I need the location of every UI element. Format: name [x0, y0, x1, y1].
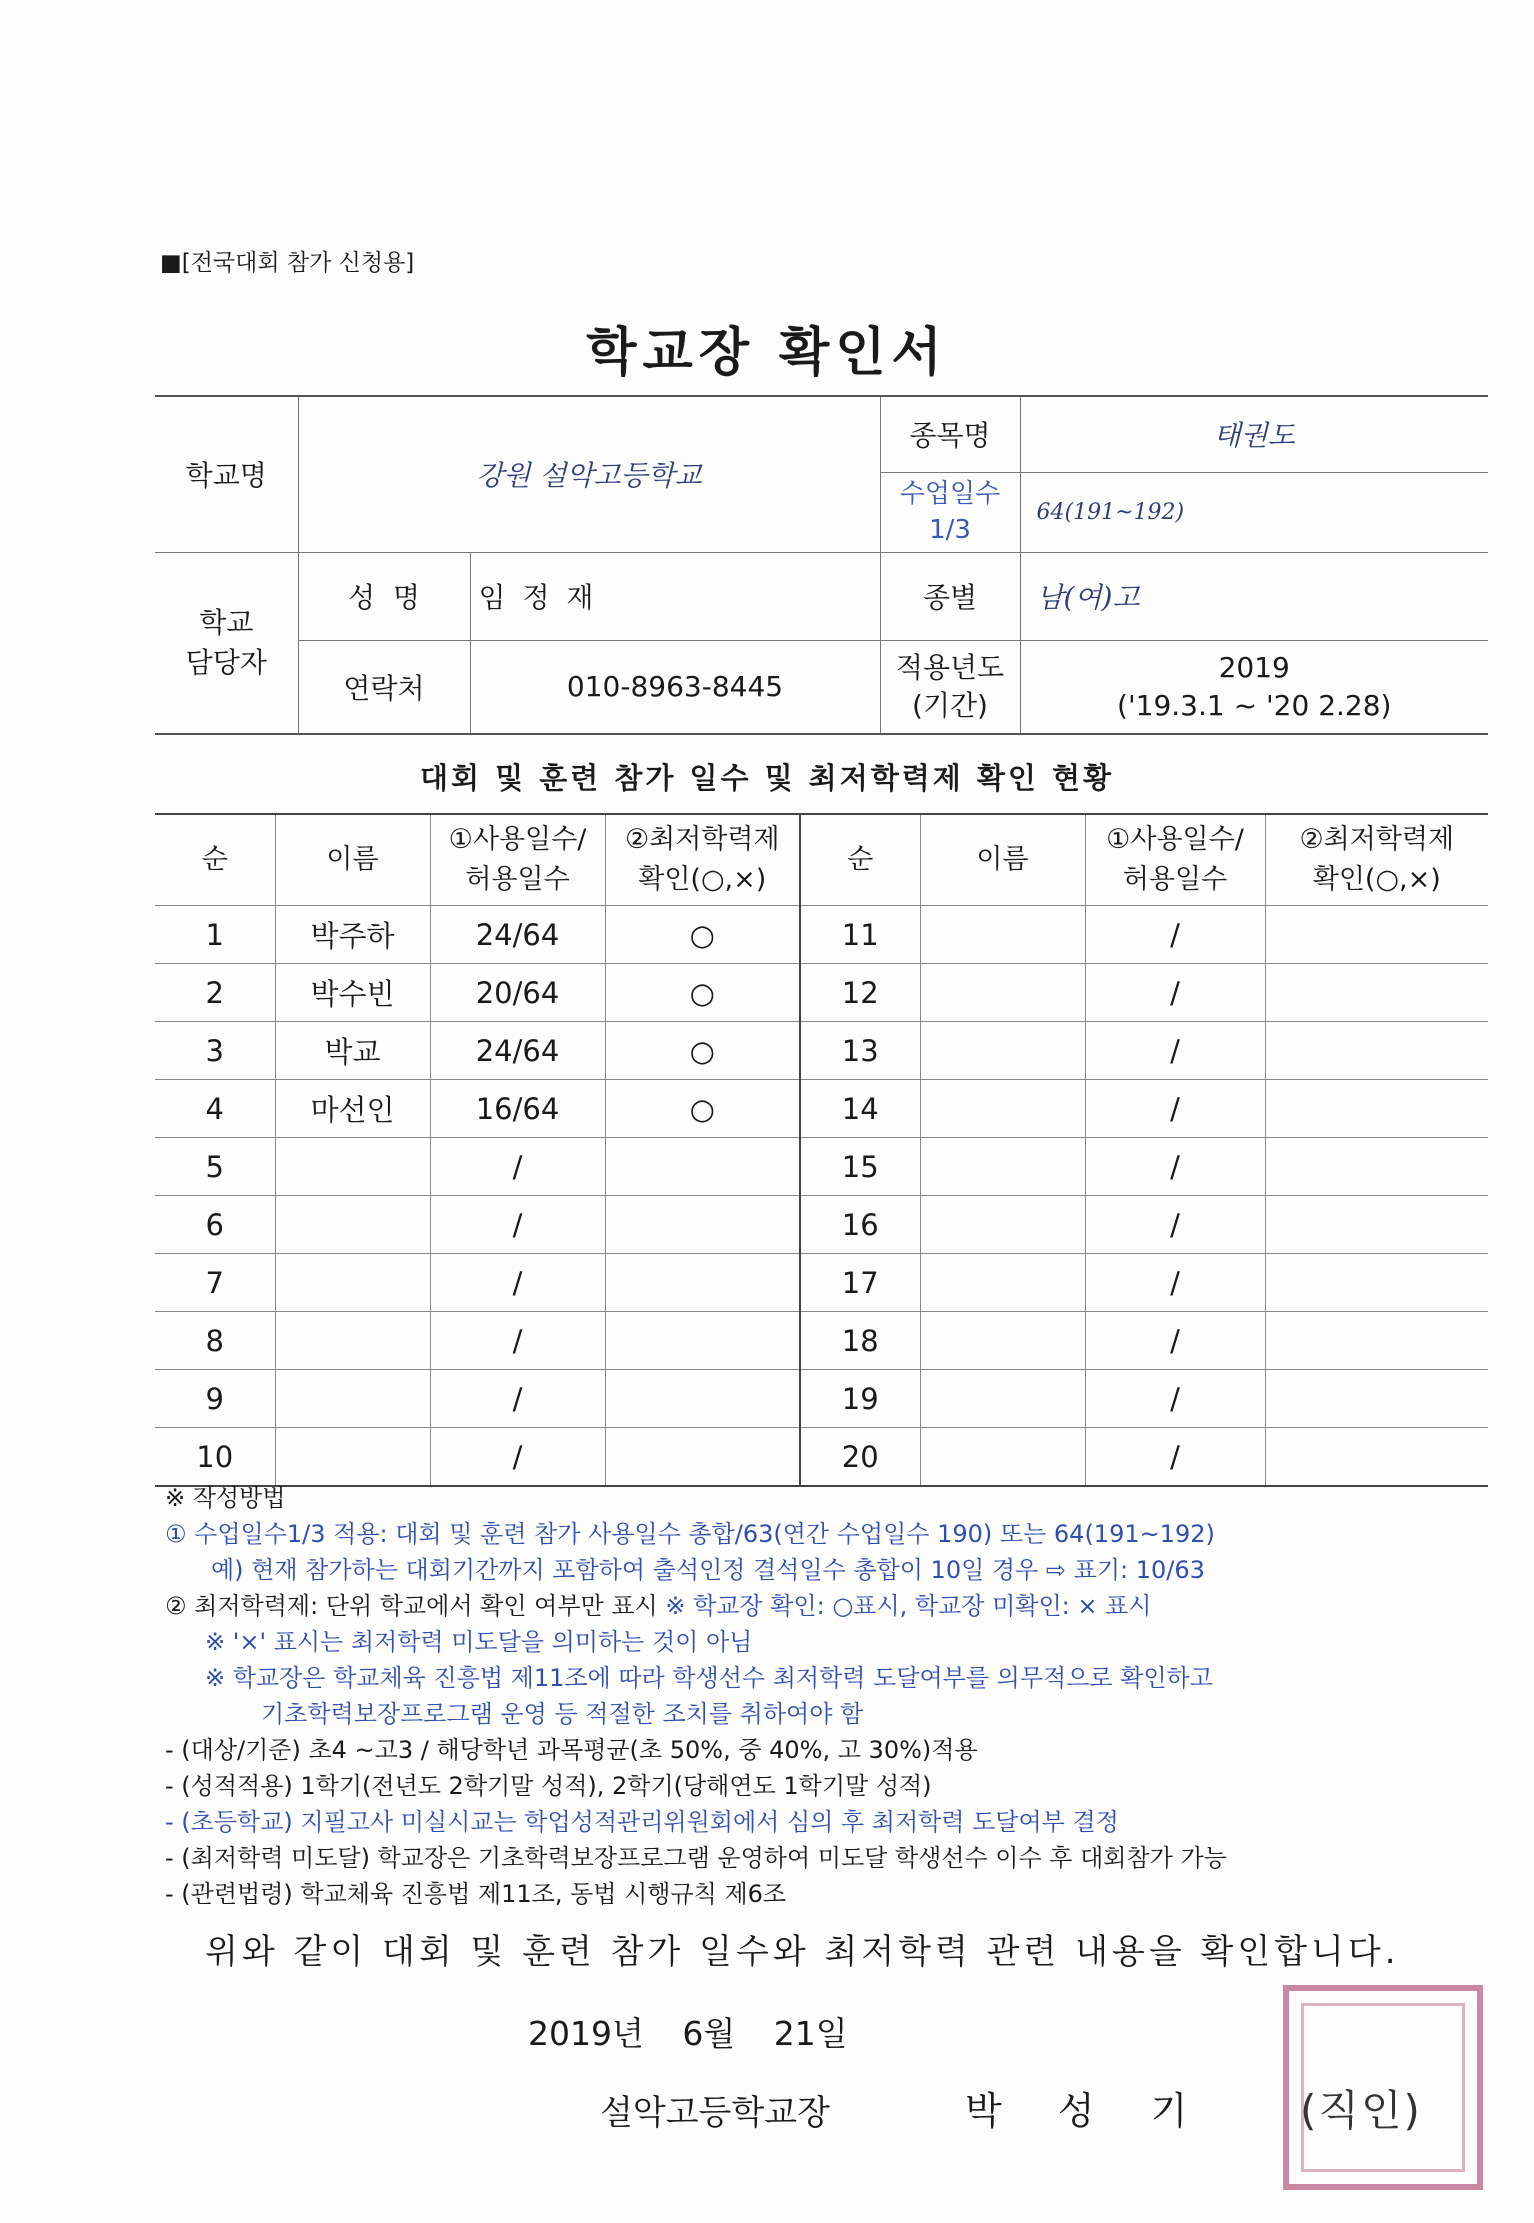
contact-label: 연락처 [298, 640, 470, 734]
seal-label: (직인) [1300, 2086, 1422, 2135]
header-check-left [605, 814, 800, 906]
row-name-left: 박교 [275, 1022, 430, 1080]
row-name-right [920, 1428, 1085, 1487]
row-days-right: / [1085, 1370, 1265, 1428]
header-days-line2: 허용일수 [1122, 864, 1228, 895]
sport-value: 태권도 [1020, 396, 1488, 472]
year-value [1020, 640, 1488, 734]
row-days-left: 16/64 [430, 1080, 605, 1138]
guide-note-5: - (대상/기준) 초4 ~고3 / 해당학년 과목평균(초 50%, 중 40%, 고 30%)적용 [165, 1736, 978, 1764]
name-value: 임 정 재 [470, 552, 880, 640]
row-check-left: ○ [605, 1080, 800, 1138]
class-days-label-line2: 1/3 [929, 515, 971, 545]
table-row [155, 1312, 1488, 1370]
row-check-right [1265, 1022, 1488, 1080]
header-days-line1: ①사용일수/ [448, 824, 587, 855]
header-check-line1: ②최저학력제 [624, 824, 780, 855]
header-check-line2: 확인(○,×) [1312, 864, 1441, 895]
guide-note-1b: 예) 현재 참가하는 대회기간까지 포함하여 출석인정 결석일수 총합이 10일 경우 ⇨ 표기: 10/63 [211, 1556, 1205, 1584]
header-check-right [1265, 814, 1488, 906]
status-header-row [155, 814, 1488, 906]
guide-note-1a: ① 수업일수1/3 적용: 대회 및 훈련 참가 사용일수 총합/63(연간 수업일수 190) 또는 64(191~192) [165, 1520, 1215, 1548]
class-days-label [880, 472, 1020, 552]
class-days-value: 64(191~192) [1020, 472, 1488, 552]
row-check-right [1265, 1312, 1488, 1370]
row-name-left: 마선인 [275, 1080, 430, 1138]
gender-label: 종별 [880, 552, 1020, 640]
row-no-left: 9 [155, 1370, 275, 1428]
guide-note-8: - (최저학력 미도달) 학교장은 기초학력보장프로그램 운영하여 미도달 학생선수 이수 후 대회참가 가능 [165, 1844, 1227, 1872]
row-name-left: 박주하 [275, 906, 430, 964]
guide-note-2b: ※ 학교장 확인: ○표시, 학교장 미확인: × 표시 [665, 1592, 1152, 1620]
row-no-right: 14 [800, 1080, 920, 1138]
row-days-left: 20/64 [430, 964, 605, 1022]
school-info-table [155, 395, 1488, 735]
confirmation-statement: 위와 같이 대회 및 훈련 참가 일수와 최저학력 관련 내용을 확인합니다. [205, 1932, 1400, 1972]
header-name-right: 이름 [920, 814, 1085, 906]
row-days-left: / [430, 1370, 605, 1428]
row-check-left [605, 1138, 800, 1196]
row-name-right [920, 1022, 1085, 1080]
row-check-left: ○ [605, 964, 800, 1022]
header-days-left [430, 814, 605, 906]
row-days-left: 24/64 [430, 1022, 605, 1080]
row-no-left: 5 [155, 1138, 275, 1196]
name-label: 성 명 [298, 552, 470, 640]
row-no-right: 17 [800, 1254, 920, 1312]
row-no-left: 6 [155, 1196, 275, 1254]
row-no-left: 1 [155, 906, 275, 964]
row-check-right [1265, 1196, 1488, 1254]
row-days-right: / [1085, 1196, 1265, 1254]
row-name-left [275, 1254, 430, 1312]
table-row [155, 1022, 1488, 1080]
row-no-right: 12 [800, 964, 920, 1022]
guide-note-3: ※ '×' 표시는 최저학력 미도달을 의미하는 것이 아님 [205, 1628, 753, 1656]
row-no-right: 18 [800, 1312, 920, 1370]
guide-note-7: - (초등학교) 지필고사 미실시교는 학업성적관리위원회에서 심의 후 최저학력 도달여부 결정 [165, 1808, 1119, 1836]
table-row [155, 906, 1488, 964]
participation-status-table [155, 813, 1488, 1487]
row-no-left: 8 [155, 1312, 275, 1370]
header-check-line1: ②최저학력제 [1299, 824, 1455, 855]
row-no-left: 3 [155, 1022, 275, 1080]
row-days-left: / [430, 1312, 605, 1370]
signer-title: 설악고등학교장 [600, 2093, 830, 2133]
row-days-right: / [1085, 1138, 1265, 1196]
row-check-right [1265, 1254, 1488, 1312]
guide-heading: ※ 작성방법 [165, 1484, 286, 1512]
guide-note-9: - (관련법령) 학교체육 진흥법 제11조, 동법 시행규칙 제6조 [165, 1880, 787, 1908]
row-check-left [605, 1370, 800, 1428]
row-days-right: / [1085, 964, 1265, 1022]
row-days-right: / [1085, 1254, 1265, 1312]
row-check-right [1265, 964, 1488, 1022]
contact-value: 010-8963-8445 [470, 640, 880, 734]
year-label-line1: 적용년도 [895, 650, 1005, 684]
guide-note-2 [165, 1588, 1505, 1624]
year-label-line2: (기간) [912, 688, 988, 722]
row-name-right [920, 1312, 1085, 1370]
row-days-left: / [430, 1138, 605, 1196]
row-no-right: 15 [800, 1138, 920, 1196]
row-days-left: / [430, 1196, 605, 1254]
form-type-tag: ■[전국대회 참가 신청용] [160, 250, 415, 276]
row-name-right [920, 964, 1085, 1022]
table-row [155, 1080, 1488, 1138]
row-check-left [605, 1312, 800, 1370]
row-name-left [275, 1196, 430, 1254]
guide-note-6: - (성적적용) 1학기(전년도 2학기말 성적), 2학기(당해연도 1학기말 성적) [165, 1772, 932, 1800]
row-days-left: / [430, 1428, 605, 1487]
row-name-right [920, 906, 1085, 964]
row-name-right [920, 1254, 1085, 1312]
page-title: 학교장 확인서 [586, 323, 948, 383]
row-days-left: 24/64 [430, 906, 605, 964]
table-row [155, 964, 1488, 1022]
school-label: 학교명 [155, 396, 298, 552]
year-label [880, 640, 1020, 734]
status-subtitle: 대회 및 훈련 참가 일수 및 최저학력제 확인 현황 [419, 761, 1115, 795]
row-name-left [275, 1312, 430, 1370]
row-days-right: / [1085, 1022, 1265, 1080]
header-check-line2: 확인(○,×) [638, 864, 767, 895]
header-no-left: 순 [155, 814, 275, 906]
year-value-line1: 2019 [1218, 650, 1290, 684]
row-days-right: / [1085, 906, 1265, 964]
row-no-right: 16 [800, 1196, 920, 1254]
table-row [155, 1254, 1488, 1312]
row-no-left: 10 [155, 1428, 275, 1487]
year-value-line2: ('19.3.1 ~ '20 2.28) [1117, 688, 1392, 722]
row-check-right [1265, 1428, 1488, 1487]
row-check-right [1265, 1138, 1488, 1196]
gender-value: 남(여)고 [1020, 552, 1488, 640]
row-no-right: 19 [800, 1370, 920, 1428]
header-name-left: 이름 [275, 814, 430, 906]
header-days-line2: 허용일수 [465, 864, 570, 895]
row-days-left: / [430, 1254, 605, 1312]
manager-label [155, 552, 298, 734]
table-row [155, 1138, 1488, 1196]
manager-label-line2: 담당자 [185, 645, 267, 679]
row-check-right [1265, 1080, 1488, 1138]
header-no-right: 순 [800, 814, 920, 906]
class-days-label-line1: 수업일수 [899, 479, 1001, 509]
row-no-right: 11 [800, 906, 920, 964]
row-days-right: / [1085, 1428, 1265, 1487]
row-name-right [920, 1080, 1085, 1138]
header-days-line1: ①사용일수/ [1106, 824, 1244, 855]
row-name-left [275, 1370, 430, 1428]
school-name: 강원 설악고등학교 [298, 396, 880, 552]
row-check-right [1265, 1370, 1488, 1428]
row-no-right: 20 [800, 1428, 920, 1487]
row-check-left [605, 1428, 800, 1487]
row-name-right [920, 1138, 1085, 1196]
row-check-left: ○ [605, 906, 800, 964]
guide-note-4a: ※ 학교장은 학교체육 진흥법 제11조에 따라 학생선수 최저학력 도달여부를 의무적으로 확인하고 [205, 1664, 1213, 1692]
manager-label-line1: 학교 [199, 605, 254, 639]
header-days-right [1085, 814, 1265, 906]
signer-name: 박 성 기 [965, 2089, 1210, 2133]
row-check-left [605, 1196, 800, 1254]
guide-note-2a: ② 최저학력제: 단위 학교에서 확인 여부만 표시 [165, 1592, 666, 1620]
writing-guide [165, 1480, 1505, 1912]
row-no-right: 13 [800, 1022, 920, 1080]
row-name-right [920, 1196, 1085, 1254]
row-no-left: 7 [155, 1254, 275, 1312]
row-no-left: 4 [155, 1080, 275, 1138]
row-days-right: / [1085, 1080, 1265, 1138]
table-row [155, 1370, 1488, 1428]
guide-note-4b: 기초학력보장프로그램 운영 등 적절한 조치를 취하여야 함 [261, 1700, 864, 1728]
row-name-left [275, 1428, 430, 1487]
row-check-right [1265, 906, 1488, 964]
row-check-left [605, 1254, 800, 1312]
row-days-right: / [1085, 1312, 1265, 1370]
row-check-left: ○ [605, 1022, 800, 1080]
sport-label: 종목명 [880, 396, 1020, 472]
row-no-left: 2 [155, 964, 275, 1022]
row-name-left [275, 1138, 430, 1196]
row-name-left: 박수빈 [275, 964, 430, 1022]
table-row [155, 1428, 1488, 1487]
row-name-right [920, 1370, 1085, 1428]
signing-date: 2019년 6월 21일 [528, 2014, 848, 2053]
table-row [155, 1196, 1488, 1254]
